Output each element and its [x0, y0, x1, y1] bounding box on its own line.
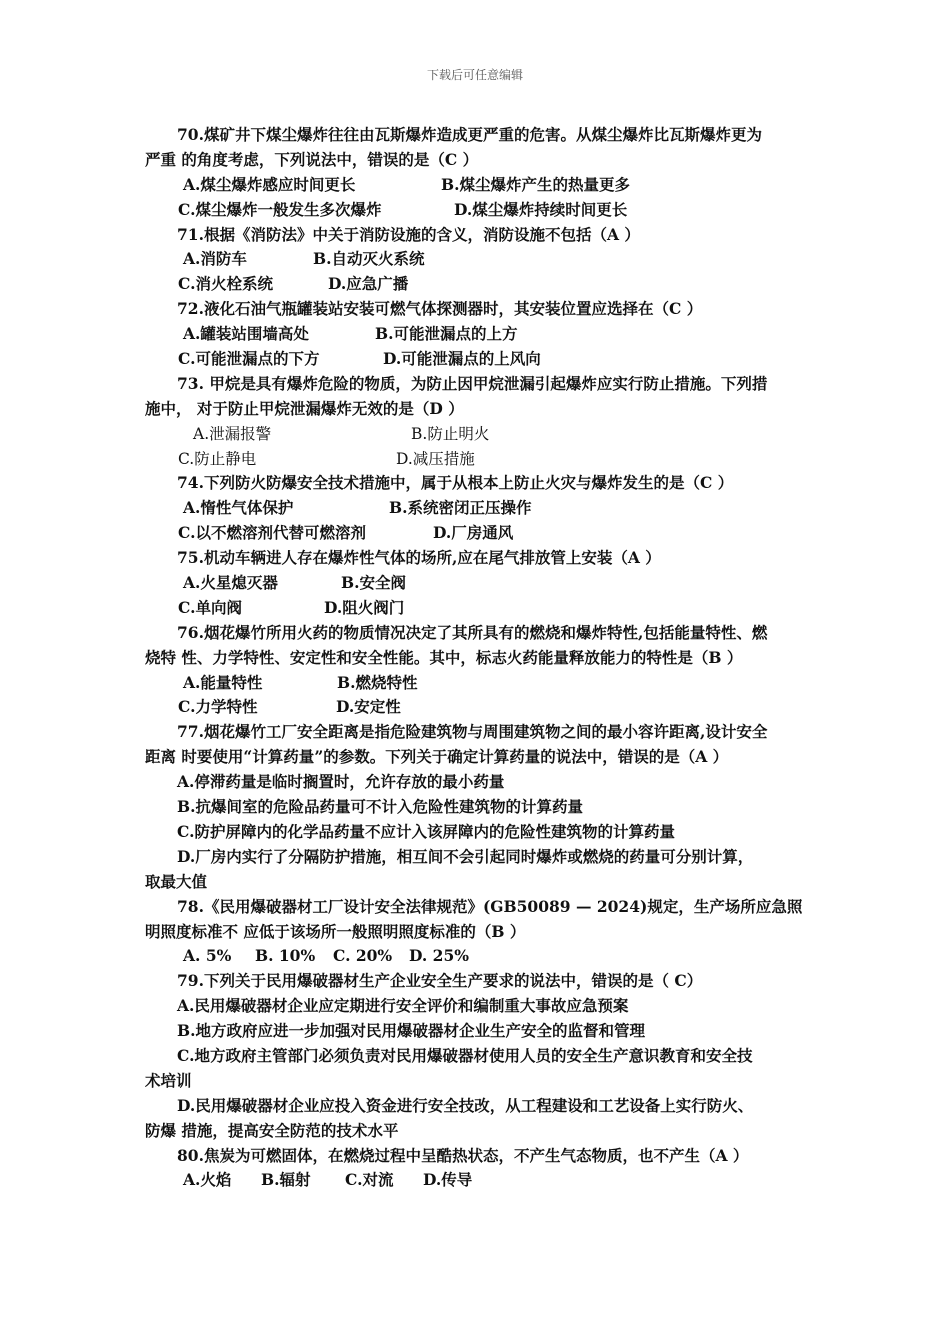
answer-options [145, 944, 810, 969]
answer-option: B.辐射 [261, 1170, 311, 1190]
text-line: 76.烟花爆竹所用火药的物质情况决定了其所具有的燃烧和爆炸特性,包括能量特性、燃 [177, 622, 768, 642]
answer-option: A. 5% [183, 946, 232, 966]
answer-option: D.应急广播 [328, 274, 409, 294]
answer-options [145, 496, 810, 521]
text-line: 72.液化石油气瓶罐装站安装可燃气体探测器时，其安装位置应选择在（C ） [177, 299, 703, 319]
answer-option: C.以不燃溶剂代替可燃溶剂 [178, 523, 366, 543]
answer-options [145, 695, 810, 720]
answer-option: B.系统密闭正压操作 [389, 498, 532, 518]
answer-option: D.减压措施 [396, 449, 475, 468]
page-header: 下载后可任意编辑 [426, 68, 523, 82]
text-line: 74.下列防火防爆安全技术措施中，属于从根本上防止火灾与爆炸发生的是（C ） [177, 473, 734, 493]
answer-option: C.防止静电 [178, 449, 257, 468]
text-line: 70.煤矿井下煤尘爆炸往往由瓦斯爆炸造成更严重的危害。从煤尘爆炸比瓦斯爆炸更为 [177, 125, 762, 144]
answer-option: C. 20% [333, 946, 393, 966]
answer-options [145, 521, 810, 546]
text-line: 防爆 措施，提高安全防范的技术水平 [145, 1120, 399, 1140]
answer-options [145, 247, 810, 272]
text-line: 烧特 性、力学特性、安定性和安全性能。其中，标志火药能量释放能力的特性是（B ） [145, 647, 743, 667]
text-line: 75.机动车辆进人存在爆炸性气体的场所,应在尾气排放管上安装（A ） [177, 548, 661, 568]
answer-option: A.罐装站围墙高处 [183, 324, 309, 344]
text-line: 明照度标准不 应低于该场所一般照明照度标准的（B ） [145, 921, 526, 941]
answer-option: B.煤尘爆炸产生的热量更多 [441, 174, 630, 194]
text-line: D.厂房内实行了分隔防护措施，相互间不会引起同时爆炸或燃烧的药量可分别计算， [177, 846, 754, 866]
text-line: C.防护屏障内的化学品药量不应计入该屏障内的危险性建筑物的计算药量 [177, 821, 675, 841]
text-line: 78.《民用爆破器材工厂设计安全法律规范》(GB50089 — 2024)规定，生产场所应急照 [177, 896, 803, 916]
answer-option: A.消防车 [183, 249, 247, 269]
answer-option: B.燃烧特性 [337, 672, 418, 692]
document-body [145, 123, 810, 1193]
text-line: 严重 的角度考虑，下列说法中，错误的是（C ） [145, 149, 479, 169]
answer-option: D.煤尘爆炸持续时间更长 [454, 199, 628, 219]
answer-option: B.安全阀 [341, 573, 406, 593]
answer-options [145, 347, 810, 372]
answer-options [145, 571, 810, 596]
answer-option: C.对流 [345, 1170, 394, 1190]
text-line: A.停滞药量是临时搁置时，允许存放的最小药量 [177, 772, 505, 792]
answer-option: C.力学特性 [178, 697, 258, 717]
answer-option: D.安定性 [336, 697, 401, 717]
answer-option: C.可能泄漏点的下方 [178, 349, 320, 369]
answer-options [145, 272, 810, 297]
answer-option: D.可能泄漏点的上风向 [383, 349, 541, 369]
answer-option: A.惰性气体保护 [183, 498, 294, 518]
answer-option: D. 25% [409, 946, 469, 966]
text-line: 77.烟花爆竹工厂安全距离是指危险建筑物与周围建筑物之间的最小容许距离,设计安全 [177, 722, 768, 742]
text-line: 79.下列关于民用爆破器材生产企业安全生产要求的说法中，错误的是（ C） [177, 971, 703, 991]
text-line: B.抗爆间室的危险品药量可不计入危险性建筑物的计算药量 [177, 797, 583, 817]
answer-option: D.传导 [423, 1170, 473, 1190]
text-line: D.民用爆破器材企业应投入资金进行安全技改，从工程建设和工艺设备上实行防火、 [177, 1095, 754, 1115]
answer-option: D.厂房通风 [433, 523, 514, 543]
text-line: A.民用爆破器材企业应定期进行安全评价和编制重大事故应急预案 [177, 996, 629, 1016]
answer-option: B.防止明火 [411, 424, 490, 443]
text-line: C.地方政府主管部门必须负责对民用爆破器材使用人员的安全生产意识教育和安全技 [177, 1045, 753, 1065]
answer-option: A.泄漏报警 [193, 424, 272, 443]
answer-option: A.火星熄灭器 [183, 573, 278, 593]
answer-option: C.煤尘爆炸一般发生多次爆炸 [178, 199, 382, 219]
answer-options [145, 671, 810, 696]
text-line: 施中， 对于防止甲烷泄漏爆炸无效的是（D ） [145, 398, 464, 418]
answer-option: D.阻火阀门 [324, 597, 405, 617]
answer-options [145, 173, 810, 198]
answer-option: A.煤尘爆炸感应时间更长 [183, 174, 356, 194]
answer-option: C.消火栓系统 [178, 274, 273, 294]
answer-option: A.能量特性 [183, 672, 263, 692]
answer-options [145, 447, 810, 472]
answer-options [145, 322, 810, 347]
answer-options [145, 596, 810, 621]
answer-option: A.火焰 [183, 1170, 232, 1190]
answer-options [145, 1168, 810, 1193]
text-line: B.地方政府应进一步加强对民用爆破器材企业生产安全的监督和管理 [177, 1021, 645, 1041]
answer-option: C.单向阀 [178, 597, 242, 617]
answer-option: B.可能泄漏点的上方 [375, 324, 518, 344]
answer-options [145, 198, 810, 223]
answer-option: B.自动灭火系统 [313, 249, 425, 269]
answer-option: B. 10% [255, 946, 316, 966]
text-line: 距离 时要使用“计算药量”的参数。下列关于确定计算药量的说法中，错误的是（A ） [145, 747, 729, 767]
text-line: 73. 甲烷是具有爆炸危险的物质，为防止因甲烷泄漏引起爆炸应实行防止措施。下列措 [177, 373, 768, 393]
text-line: 取最大值 [145, 871, 208, 891]
answer-options [145, 422, 810, 447]
text-line: 80.焦炭为可燃固体，在燃烧过程中呈酷热状态，不产生气态物质，也不产生（A ） [177, 1145, 749, 1165]
text-line: 术培训 [145, 1070, 192, 1090]
text-line: 71.根据《消防法》中关于消防设施的含义，消防设施不包括（A ） [177, 224, 640, 244]
